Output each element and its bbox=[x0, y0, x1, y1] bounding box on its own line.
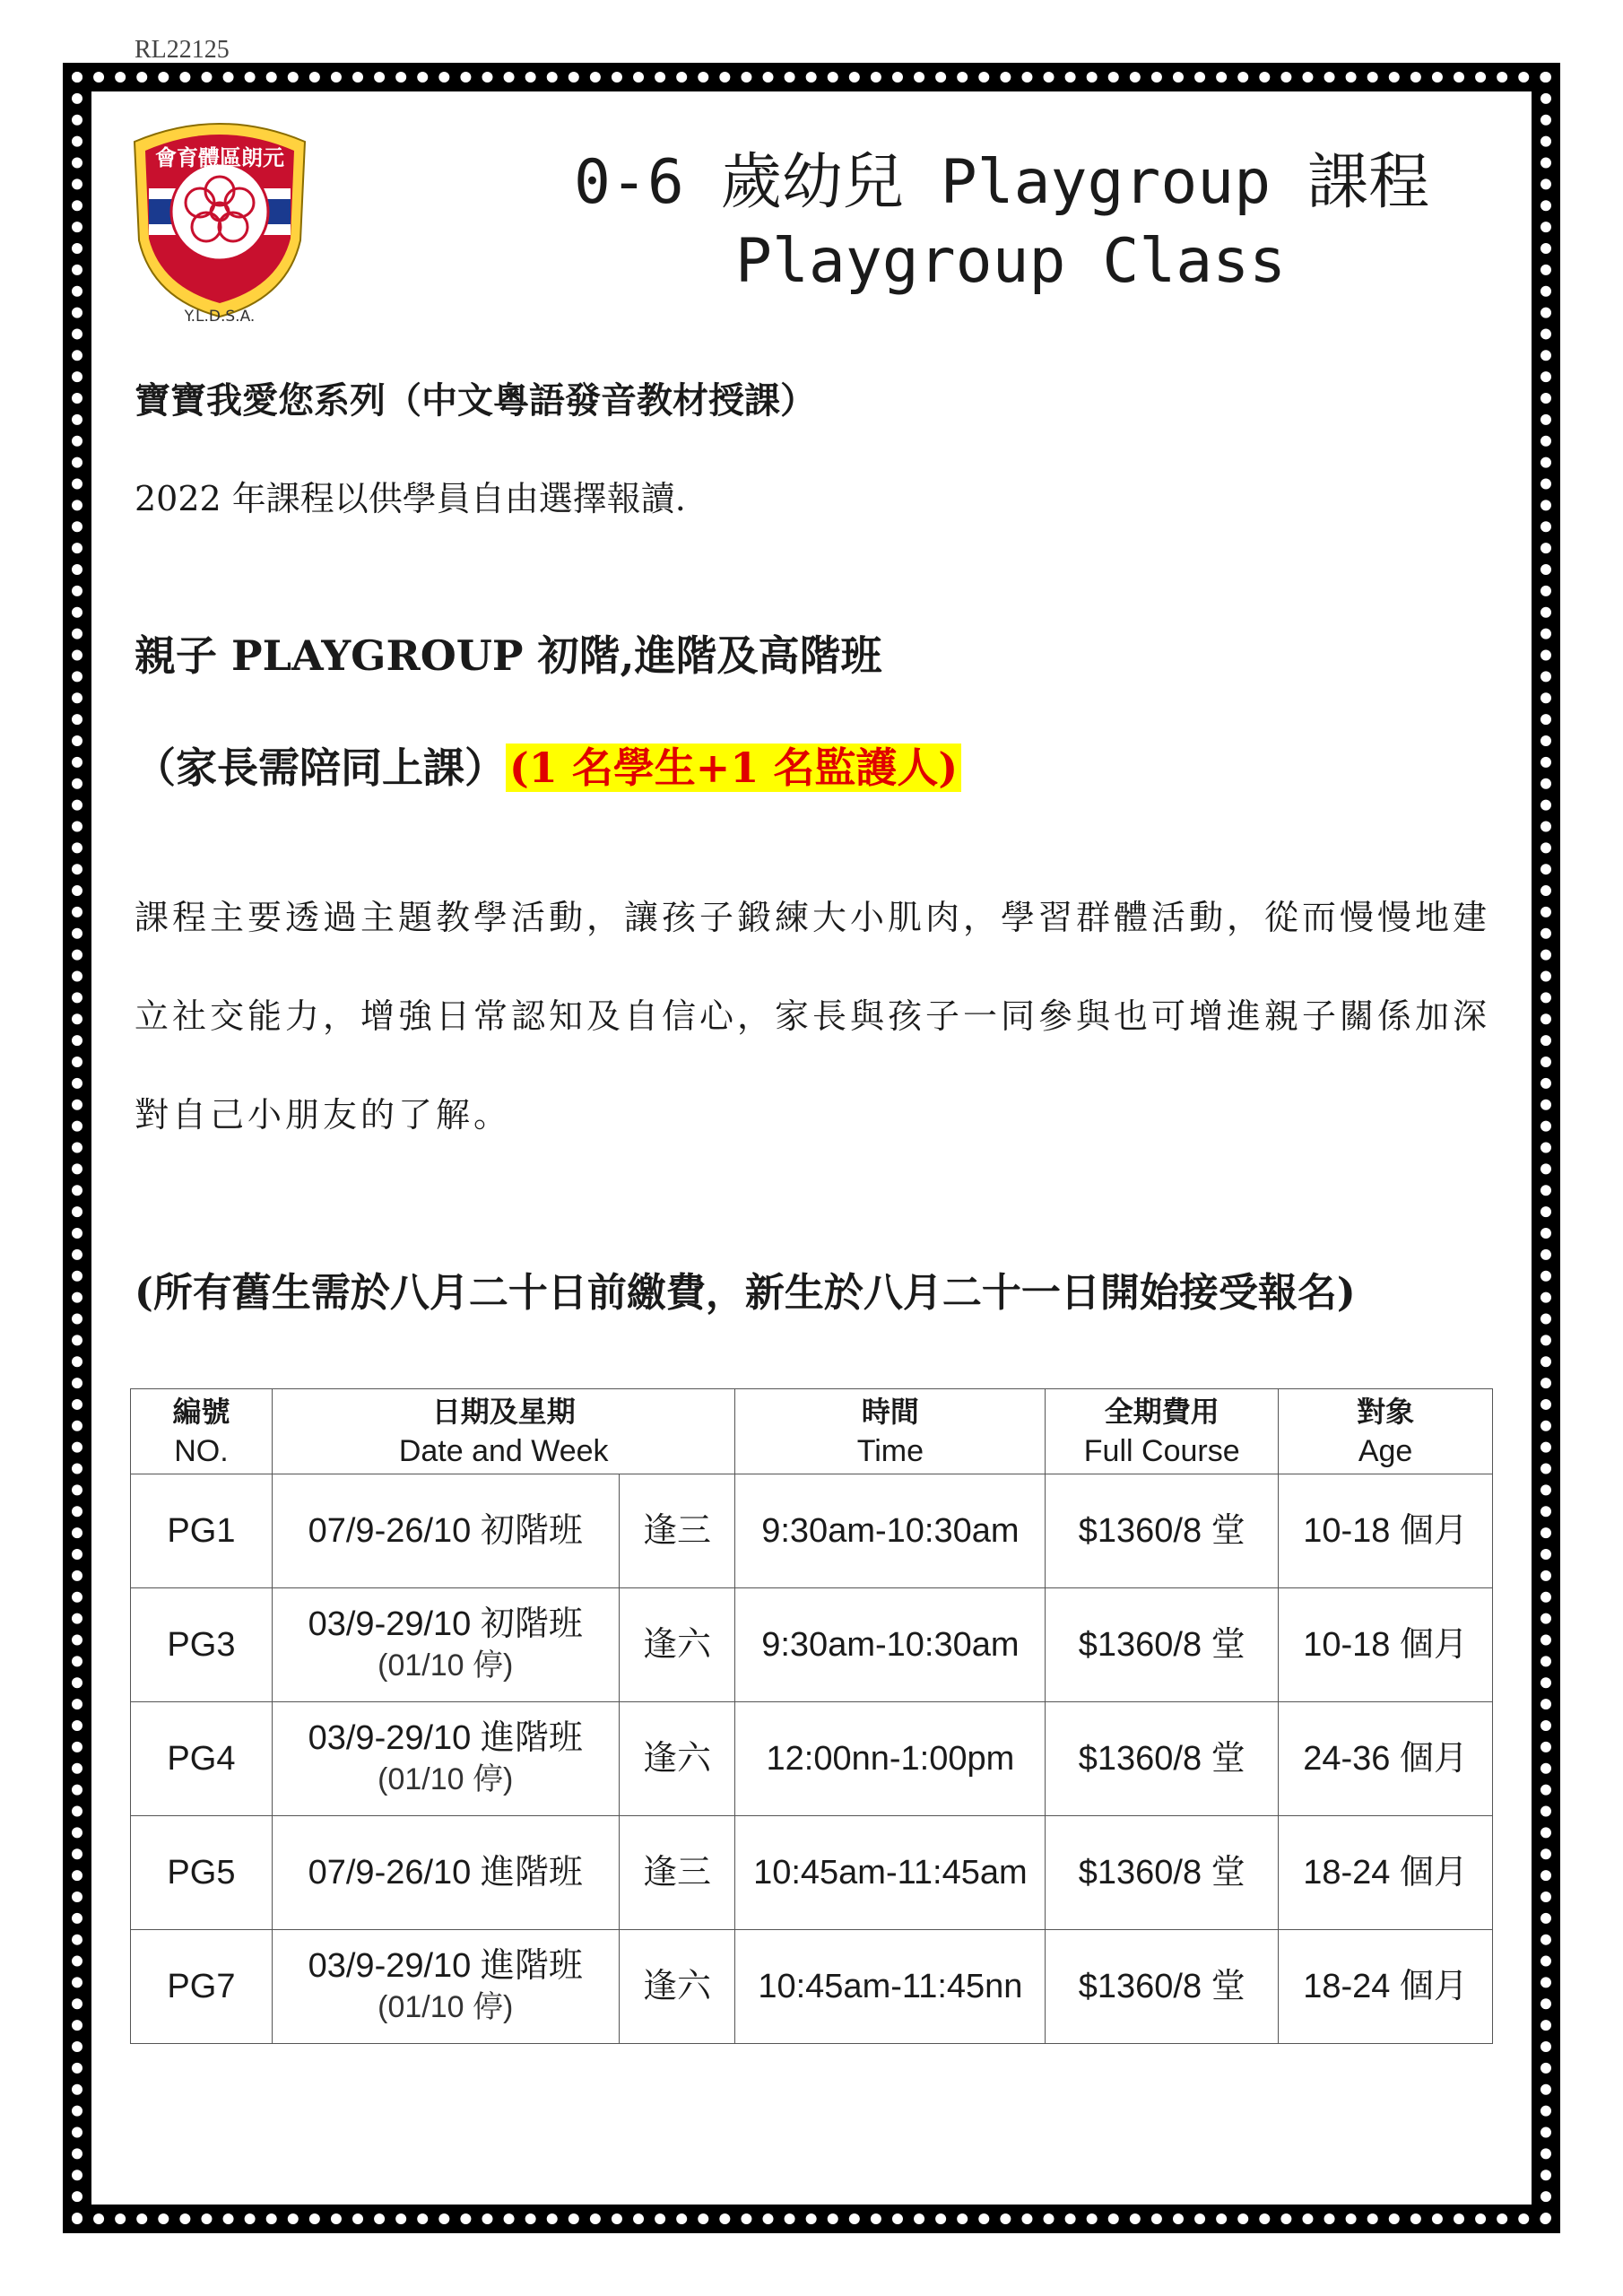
cell-age: 18-24 個月 bbox=[1279, 1816, 1493, 1930]
parent-requirement-highlight: (1 名學生+1 名監護人) bbox=[506, 744, 961, 792]
table-row bbox=[131, 1930, 1493, 2044]
cell-time: 9:30am-10:30am bbox=[735, 1474, 1046, 1588]
table-row bbox=[131, 1816, 1493, 1930]
header-date: 日期及星期 Date and Week bbox=[272, 1389, 735, 1474]
cell-fee: $1360/8 堂 bbox=[1046, 1474, 1279, 1588]
reference-code: RL22125 bbox=[135, 36, 230, 64]
cell-age: 24-36 個月 bbox=[1279, 1702, 1493, 1816]
description-line: 對自己小朋友的了解。 bbox=[135, 1095, 512, 1135]
cell-day: 逢六 bbox=[619, 1588, 735, 1702]
cell-age: 18-24 個月 bbox=[1279, 1930, 1493, 2044]
cell-no: PG5 bbox=[131, 1816, 273, 1930]
fee-notice: (所有舊生需於八月二十日前繳費，新生於八月二十一日開始接受報名) bbox=[135, 1270, 1356, 1316]
cell-day: 逢三 bbox=[619, 1474, 735, 1588]
table-row bbox=[131, 1588, 1493, 1702]
cell-day: 逢三 bbox=[619, 1816, 735, 1930]
header-fee: 全期費用 Full Course bbox=[1046, 1389, 1279, 1474]
course-note: 2022 年課程以供學員自由選擇報讀. bbox=[135, 479, 686, 518]
cell-fee: $1360/8 堂 bbox=[1046, 1816, 1279, 1930]
table-row bbox=[131, 1702, 1493, 1816]
description-line: 立社交能力，增強日常認知及自信心，家長與孩子一同參與也可增進親子關係加深 bbox=[135, 996, 1491, 1036]
cell-time: 10:45am-11:45nn bbox=[735, 1930, 1046, 2044]
cell-day: 逢六 bbox=[619, 1702, 735, 1816]
header-time: 時間 Time bbox=[735, 1389, 1046, 1474]
cell-date: 07/9-26/10 進階班 bbox=[272, 1816, 619, 1930]
logo-top-text: 會育體區朗元 bbox=[155, 145, 284, 170]
parent-requirement-prefix: （家長需陪同上課） bbox=[135, 744, 506, 792]
cell-fee: $1360/8 堂 bbox=[1046, 1702, 1279, 1816]
table-header-row bbox=[131, 1389, 1493, 1474]
cell-date: 03/9-29/10 初階班 (01/10 停) bbox=[272, 1588, 619, 1702]
cell-date: 03/9-29/10 進階班 (01/10 停) bbox=[272, 1702, 619, 1816]
cell-no: PG7 bbox=[131, 1930, 273, 2044]
cell-day: 逢六 bbox=[619, 1930, 735, 2044]
title-line-1: 0-6 歲幼兒 Playgroup 課程 bbox=[574, 147, 1430, 218]
header-age: 對象 Age bbox=[1279, 1389, 1493, 1474]
cell-time: 10:45am-11:45am bbox=[735, 1816, 1046, 1930]
table-row bbox=[131, 1474, 1493, 1588]
cell-date: 03/9-29/10 進階班 (01/10 停) bbox=[272, 1930, 619, 2044]
schedule-table bbox=[130, 1388, 1493, 2044]
description-line: 課程主要透過主題教學活動，讓孩子鍛練大小肌肉，學習群體活動，從而慢慢地建 bbox=[135, 898, 1491, 937]
parent-requirement bbox=[135, 735, 961, 795]
ylsda-logo bbox=[117, 106, 323, 330]
cell-no: PG4 bbox=[131, 1702, 273, 1816]
cell-no: PG1 bbox=[131, 1474, 273, 1588]
header-no: 編號 NO. bbox=[131, 1389, 273, 1474]
cell-fee: $1360/8 堂 bbox=[1046, 1930, 1279, 2044]
series-heading: 寶寶我愛您系列（中文粵語發音教材授課） bbox=[135, 379, 816, 422]
cell-date: 07/9-26/10 初階班 bbox=[272, 1474, 619, 1588]
cell-time: 9:30am-10:30am bbox=[735, 1588, 1046, 1702]
cell-time: 12:00nn-1:00pm bbox=[735, 1702, 1046, 1816]
cell-no: PG3 bbox=[131, 1588, 273, 1702]
cell-fee: $1360/8 堂 bbox=[1046, 1588, 1279, 1702]
title-line-2: Playgroup Class bbox=[735, 226, 1287, 297]
class-heading: 親子 PLAYGROUP 初階,進階及高階班 bbox=[135, 631, 882, 680]
logo-bottom-text: Y.L.D.S.A. bbox=[184, 308, 256, 326]
cell-age: 10-18 個月 bbox=[1279, 1474, 1493, 1588]
cell-age: 10-18 個月 bbox=[1279, 1588, 1493, 1702]
course-description bbox=[135, 868, 1515, 1164]
